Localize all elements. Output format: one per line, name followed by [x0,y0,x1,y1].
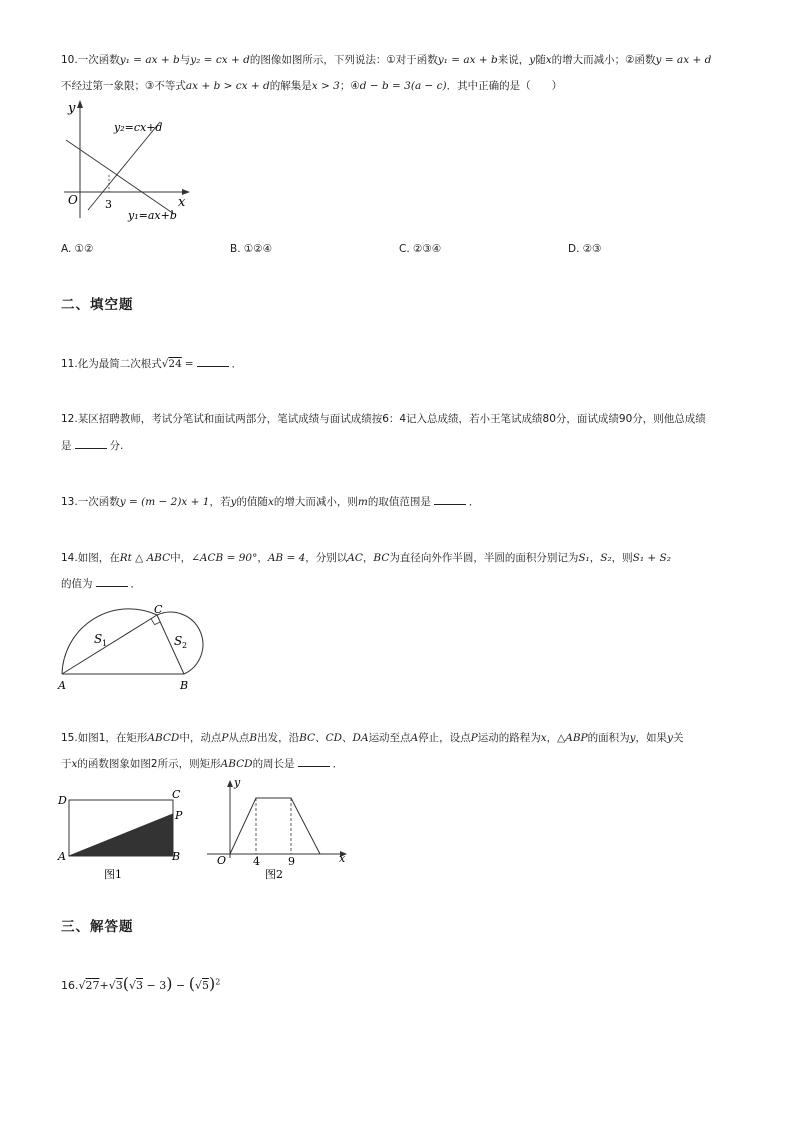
q15-fig2-tick-4: 4 [253,855,260,868]
q10-line2: 不经过第一象限；③不等式ax + b > cx + d的解集是x > 3；④d − b = 3(a − c)．其中正确的是（ ） [61,80,563,92]
q15-figure-2 [203,776,353,888]
q15-fig2-trapezoid-line [230,798,320,854]
q11-text: 11.化为最简二次根式√24 = ． [61,358,243,370]
q10-three-label: 3 [105,198,112,211]
q10-line1: 10.一次函数y₁ = ax + b与y₂ = cx + d的图像如图所示，下列说法：①对于函数y₁ = ax + b来说，y随x的增大而减小；②函数y = ax + d [61,54,712,66]
q15-fig2-origin-label: O [217,854,227,867]
q15-fig1-label-b: B [172,850,181,863]
q14-line1: 14.如图，在Rt △ ABC中，∠ACB = 90°，AB = 4，分别以AC，BC为直径向外作半圆，半圆的面积分别记为S₁，S₂，则S₁ + S₂ [61,552,671,564]
q15-fig1-label-d: D [58,794,67,807]
q14-label-s1-sub: 1 [102,639,108,648]
q11-answer-blank[interactable] [197,357,229,367]
q10-y2-label: y₂=cx+d [114,121,163,134]
q10-y-arrow [77,100,83,108]
q15-figure-1 [54,786,194,886]
q14-label-a: A [58,679,66,692]
q10-option-d[interactable]: D. ②③ [568,243,602,255]
q14-semicircle-figure [54,595,224,695]
q15-line2: 于x的函数图象如图2所示，则矩形ABCD的周长是 ． [61,758,344,770]
q12-line2: 是 分. [61,440,124,452]
q10-origin-label: O [68,193,78,207]
q15-fig1-label-a: A [58,850,66,863]
q12-line1: 12.某区招聘教师，考试分笔试和面试两部分，笔试成绩与面试成绩按6：4记入总成绩，若小王笔试成绩80分，面试成绩90分，则他总成绩 [61,413,706,425]
q15-fig2-y-arrow [227,780,233,787]
q14-large-semicircle [62,609,157,674]
q12-answer-blank[interactable] [75,439,107,449]
q14-label-s2: S [174,634,183,648]
q10-option-a[interactable]: A. ①② [61,243,94,255]
q16-expression: $16.√27+√3(√3 - 3) - (√5)^2$ [61,974,221,993]
q15-line1: 15.如图1，在矩形ABCD中，动点P从点B出发，沿BC、CD、DA运动至点A停止，设点P运动的路程为x，△ABP的面积为y，如果y关 [61,732,684,744]
q14-line2: 的值为 ． [61,578,141,590]
q15-fig2-caption: 图2 [265,868,283,881]
q15-answer-blank[interactable] [298,757,330,767]
section-3-title: 三、解答题 [61,919,134,935]
q10-option-b[interactable]: B. ①②④ [230,243,273,255]
q15-fig1-label-c: C [172,788,181,801]
section-2-title: 二、填空题 [61,297,134,313]
q10-x-label: x [178,195,186,210]
q14-label-s2-sub: 2 [182,641,188,650]
q13-text: 13.一次函数y = (m − 2)x + 1，若y的值随x的增大而减小，则m的取值范围是 ． [61,496,480,508]
q10-y1-label: y₁=ax+b [128,209,177,222]
q14-side-ac [62,615,157,674]
q10-y-label: y [68,101,76,116]
q14-label-b: B [180,679,189,692]
q15-fig2-x-label: x [339,852,346,865]
q15-fig2-y-label: y [234,776,241,789]
q10-line-y1 [66,140,174,214]
q15-shaded-triangle [69,814,173,856]
q15-fig1-caption: 图1 [104,868,122,881]
q14-label-c: C [154,603,163,616]
q10-option-c[interactable]: C. ②③④ [399,243,442,255]
q14-answer-blank[interactable] [96,577,128,587]
q14-label-s1: S [94,632,103,646]
q13-answer-blank[interactable] [434,495,466,505]
q15-fig1-label-p: P [175,809,183,822]
q10-function-graph [58,98,198,228]
q15-fig2-tick-9: 9 [288,855,295,868]
